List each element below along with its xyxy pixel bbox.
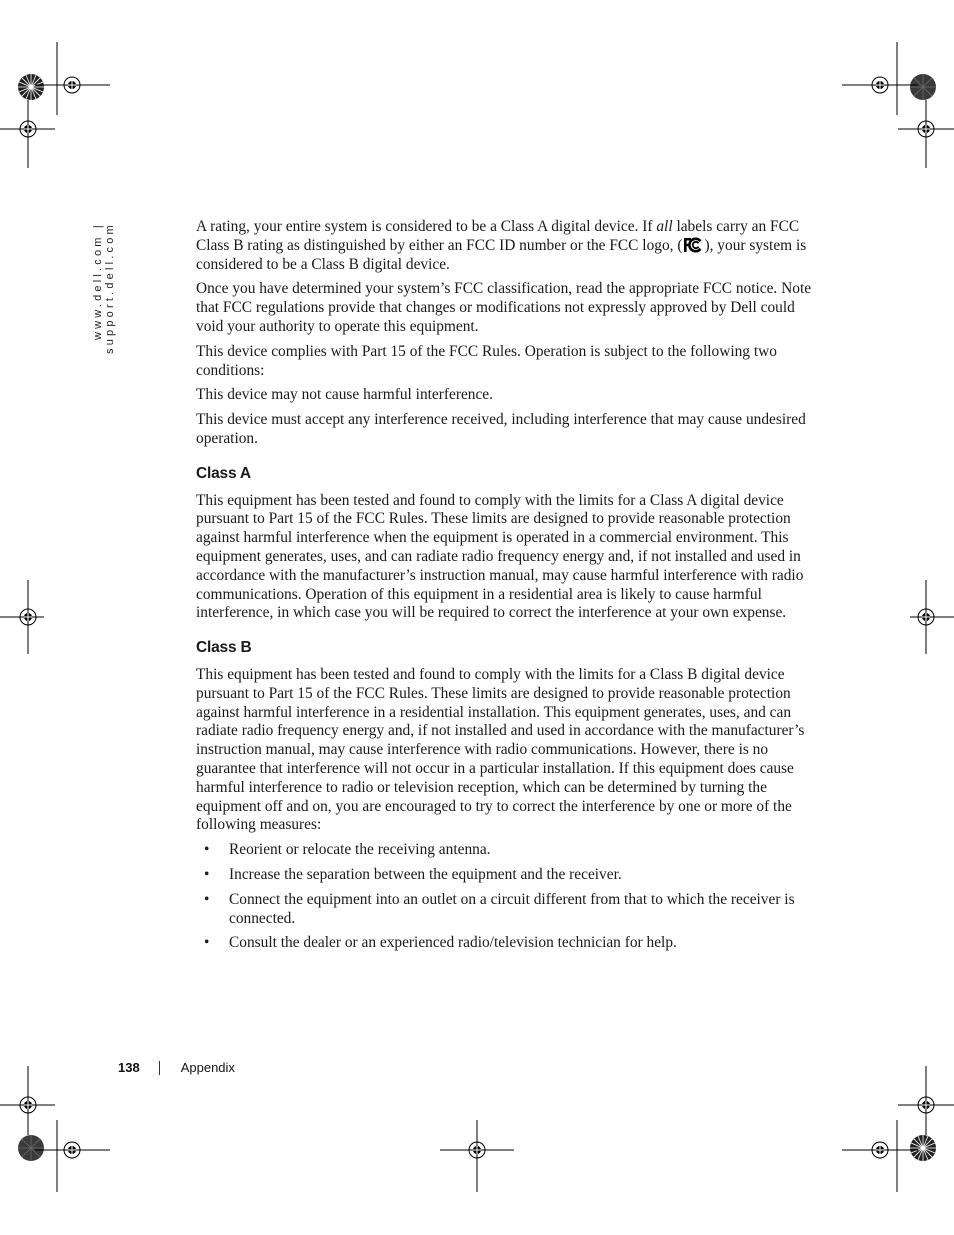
footer-section: Appendix: [180, 1060, 235, 1075]
class-a-body: This equipment has been tested and found to comply with the limits for a Class A digital device pursuant to Part 15 of the FCC Rules. These limits are designed to provide reasonable protection against harmful interference when the equipment is operated in a commercial environment. This equipment generates, uses, and can radiate radio frequency energy and, if not installed and used in accordance with the manufacturer’s instruction manual, may cause harmful interference with radio communications. Operation of this equipment in a residential area is likely to cause harmful interference, in which case you will be required to correct the interference at your own expense.: [196, 491, 804, 622]
intro-paragraph-1: A rating, your entire system is considered to be a Class A digital device. If all labels carry an FCC Class B rating as distinguished by either an FCC ID number or the FCC logo, ( ), your system is considered to be a Class B digital device.: [196, 218, 807, 273]
intro-paragraph-2: Once you have determined your system’s FCC classification, read the appropriate FCC notice. Note that FCC regulations provide that changes or modifications not expressly approved by Dell could void your authority to operate this equipment.: [196, 280, 812, 335]
side-url: www.dell.com | support.dell.com: [92, 222, 116, 354]
bullet-icon: •: [204, 865, 210, 883]
class-b-body: This equipment has been tested and found to comply with the limits for a Class B digital device pursuant to Part 15 of the FCC Rules. These limits are designed to provide reasonable protection against harmful interference in a residential installation. This equipment generates, uses, and can radiate radio frequency energy and, if not installed and used in accordance with the manufacturer’s instruction manual, may cause interference with radio communications. However, there is no guarantee that interference will not occur in a particular installation. If this equipment does cause harmful interference to radio or television reception, which can be determined by turning the equipment off and on, you are encouraged to try to correct the interference by one or more of the following measures:: [196, 665, 805, 834]
class-b-heading: Class B: [196, 639, 252, 657]
crosshair-registration-icon: [64, 1142, 80, 1158]
crosshair-registration-icon: [872, 77, 888, 93]
crosshair-registration-icon: [20, 121, 36, 137]
list-item: • Connect the equipment into an outlet on a circuit different from that to which the receiver is connected.: [204, 890, 795, 927]
crosshair-registration-icon: [64, 77, 80, 93]
intro-paragraph-3: This device complies with Part 15 of the FCC Rules. Operation is subject to the following two conditions:: [196, 342, 777, 379]
list-item: • Increase the separation between the equipment and the receiver.: [204, 865, 622, 883]
class-a-heading: Class A: [196, 464, 251, 482]
crosshair-registration-icon: [20, 609, 36, 625]
crosshair-registration-icon: [469, 1142, 485, 1158]
starburst-target-icon: [18, 1135, 44, 1161]
measures-list: [196, 841, 812, 953]
condition-2: This device must accept any interference received, including interference that may cause undesired operation.: [196, 411, 806, 447]
bullet-icon: •: [204, 890, 210, 908]
list-item: • Consult the dealer or an experienced radio/television technician for help.: [204, 934, 677, 952]
page-footer: [118, 1060, 235, 1075]
page-content: [196, 218, 812, 959]
crosshair-registration-icon: [918, 609, 934, 625]
page-number: 138: [118, 1060, 140, 1075]
footer-divider: [159, 1061, 160, 1075]
crosshair-registration-icon: [20, 1097, 36, 1113]
starburst-target-icon: [910, 1135, 936, 1161]
list-item: • Reorient or relocate the receiving antenna.: [204, 841, 491, 859]
starburst-target-icon: [910, 74, 936, 100]
bullet-icon: •: [204, 841, 210, 859]
bullet-icon: •: [204, 934, 210, 952]
crosshair-registration-icon: [918, 1097, 934, 1113]
starburst-target-icon: [18, 74, 44, 100]
crosshair-registration-icon: [872, 1142, 888, 1158]
crosshair-registration-icon: [918, 121, 934, 137]
fcc-logo-icon: [683, 237, 703, 253]
condition-1: This device may not cause harmful interference.: [196, 386, 493, 404]
